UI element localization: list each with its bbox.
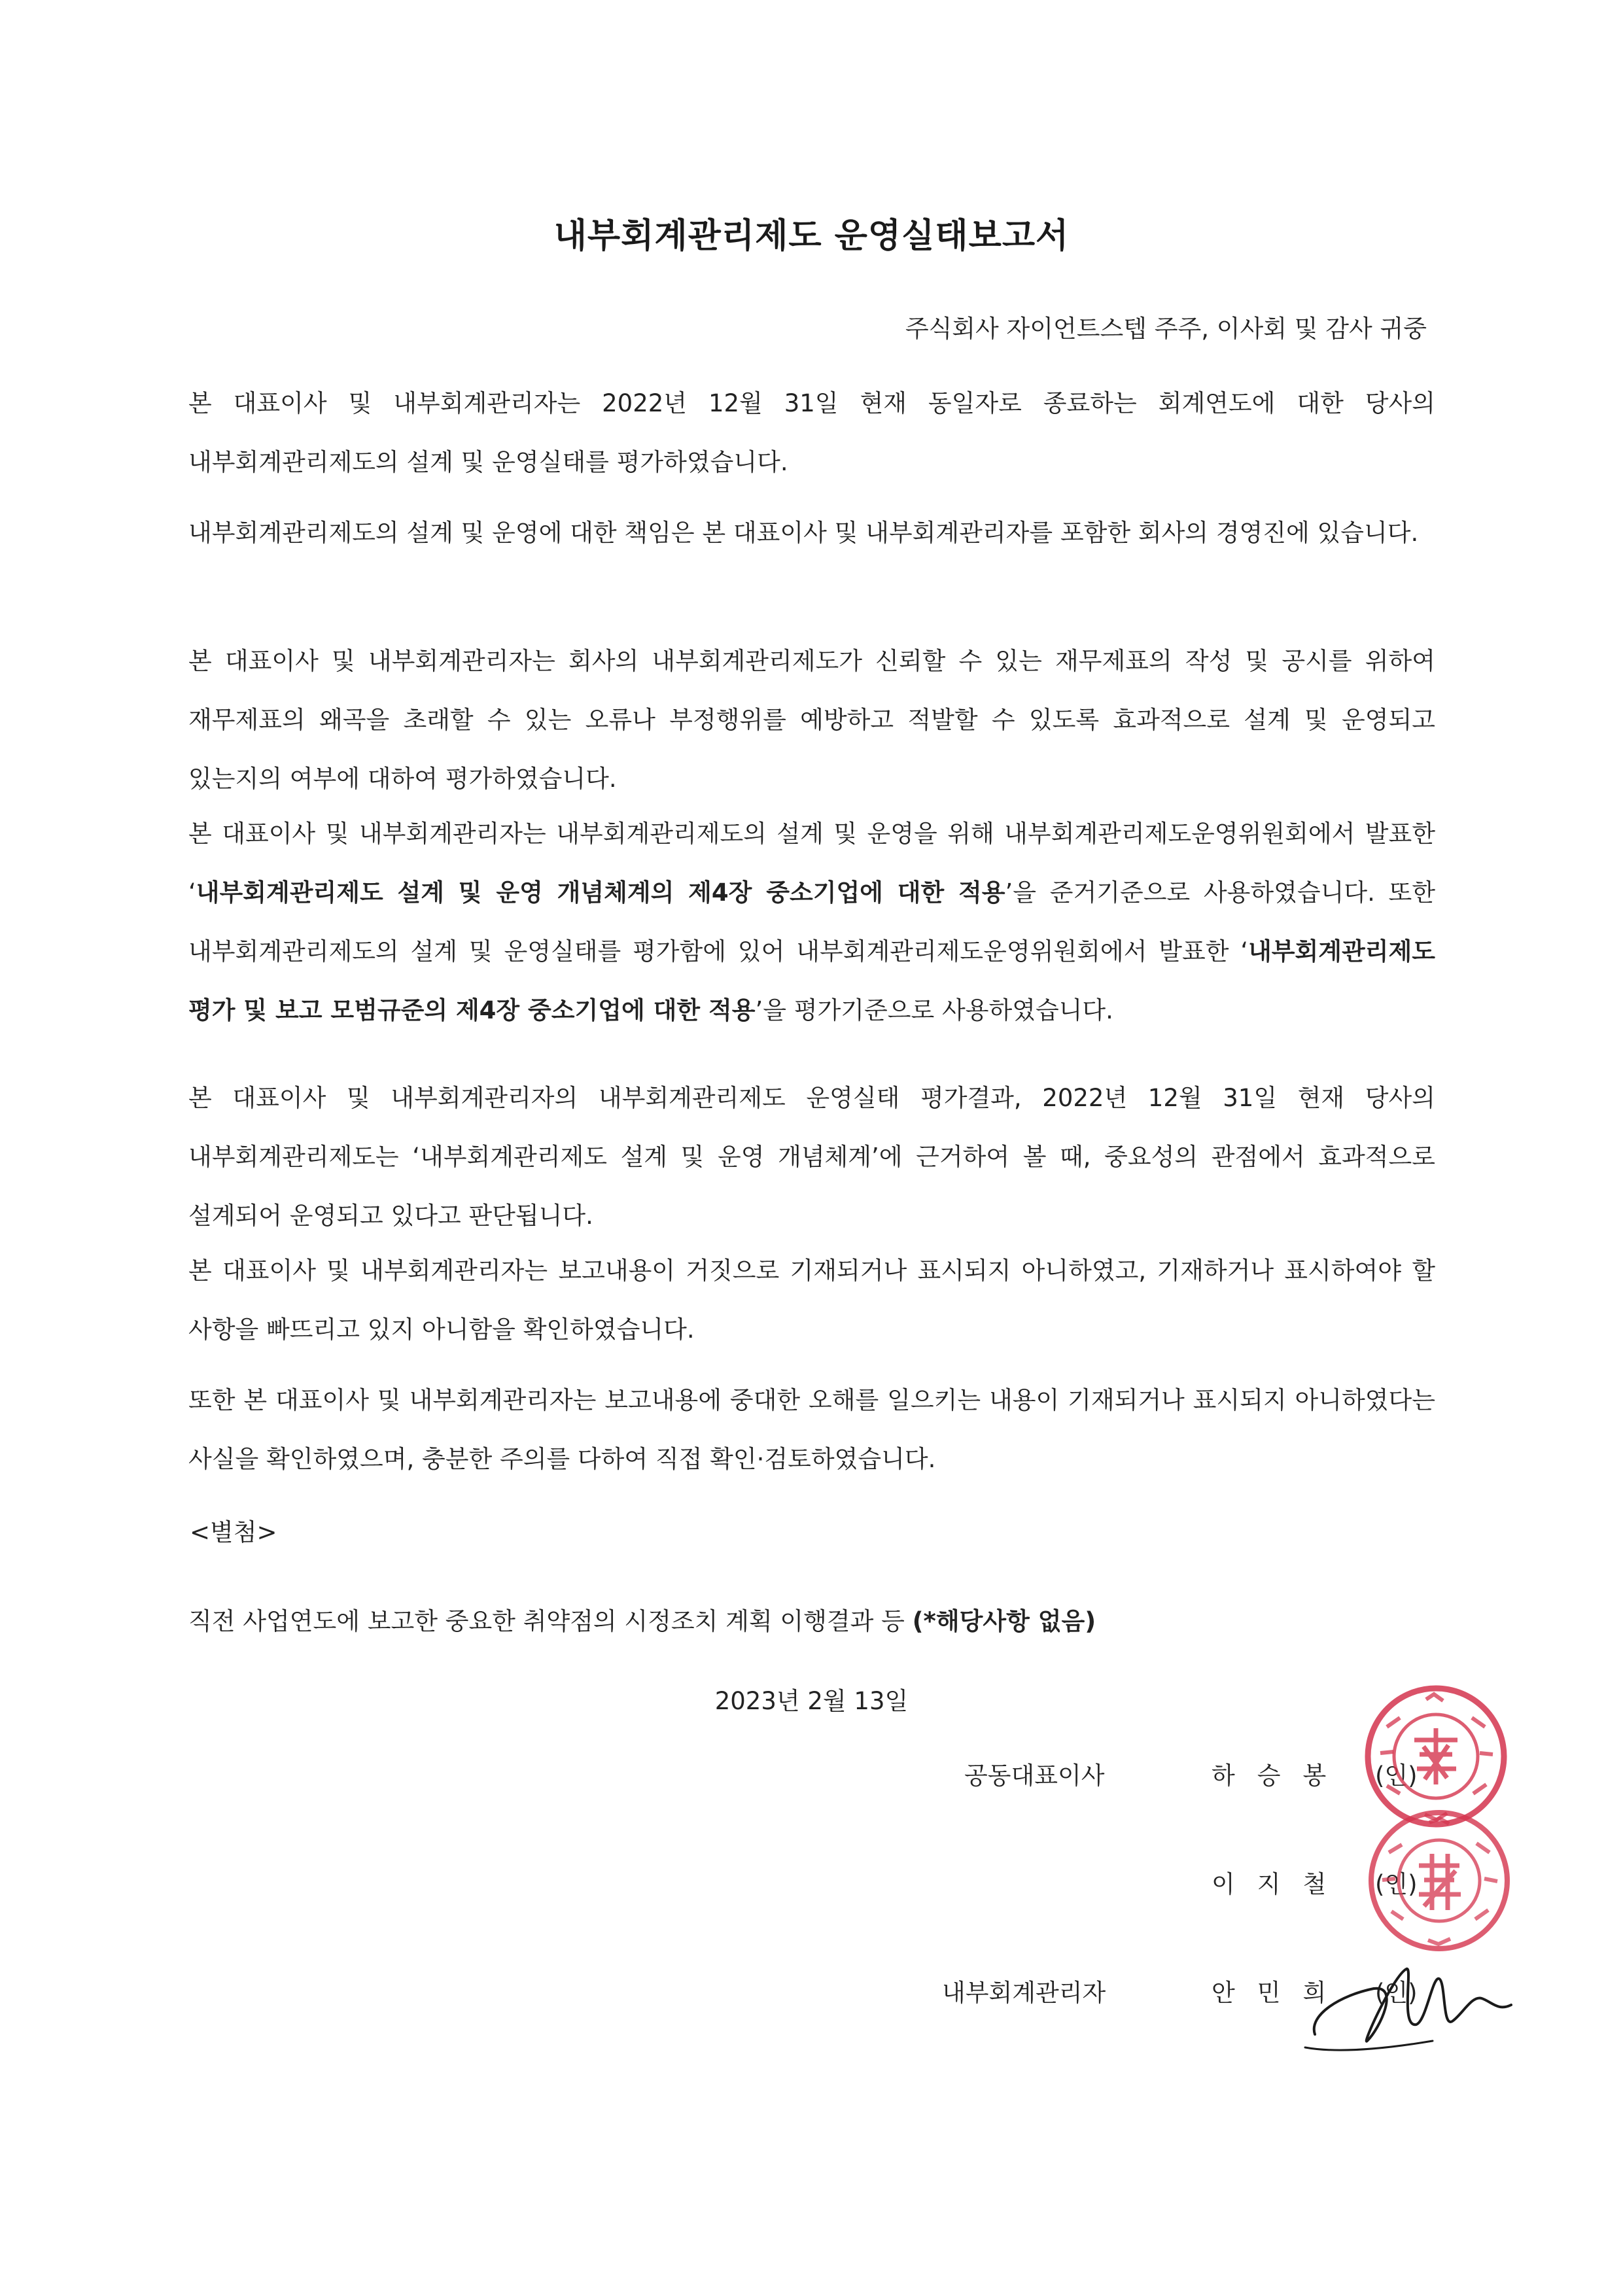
ceo2-name: 이지철 [1212,1870,1349,1898]
criteria-text-1: 본 대표이사 및 내부회계관리자는 내부회계관리제도의 설계 및 운영을 위해 내부회계관리제도운영위원회에서 발표한 ‘ [188,820,1435,907]
paragraph-evaluation-scope: 본 대표이사 및 내부회계관리자는 2022년 12월 31일 현재 동일자로 종료하는 회계연도에 대한 당사의 내부회계관리제도의 설계 및 운영실태를 평가하였습니다. [188,389,1435,476]
paragraph-conclusion: 본 대표이사 및 내부회계관리자의 내부회계관리제도 운영실태 평가결과, 2022년 12월 31일 현재 당사의 내부회계관리제도는 ‘내부회계관리제도 설계 및 운영 개념체계’에 근거하여 볼 때, 중요성의 관점에서 효과적으로 설계되어 운영되고 있다고 판단됩니다. [188,1084,1435,1230]
ceo1-seal-mark: (인) [1375,1762,1418,1790]
officer-name: 안민희 [1212,1979,1349,2007]
criteria-standard-bold: 내부회계관리제도 평가 및 보고 모범규준의 제4장 중소기업에 대한 적용 [188,937,1435,1024]
ceo1-name: 하승봉 [1212,1762,1349,1790]
ceo-role-label: 공동대표이사 [964,1762,1105,1790]
attachment-label: <별첨> [190,1518,277,1546]
ceo2-seal-mark: (인) [1375,1870,1418,1898]
officer-seal-mark: (인) [1375,1979,1418,2007]
paragraph-verification: 또한 본 대표이사 및 내부회계관리자는 보고내용에 중대한 오해를 일으키는 내용이 기재되거나 표시되지 아니하였다는 사실을 확인하였으며, 충분한 주의를 다하여 직접 확인·검토하였습니다. [188,1386,1435,1473]
criteria-framework-bold: 내부회계관리제도 설계 및 운영 개념체계의 제4장 중소기업에 대한 적용 [196,878,1005,907]
document-title: 내부회계관리제도 운영실태보고서 [553,217,1070,256]
paragraph-evaluation-purpose: 본 대표이사 및 내부회계관리자는 회사의 내부회계관리제도가 신뢰할 수 있는 재무제표의 작성 및 공시를 위하여 재무제표의 왜곡을 초래할 수 있는 오류나 부정행위를 예방하고 적발할 수 있도록 효과적으로 설계 및 운영되고 있는지의 여부에 대하여 평가하였습니다. [188,647,1435,793]
attachment-item-note: (*해당사항 없음) [912,1607,1096,1635]
officer-role-label: 내부회계관리자 [942,1979,1106,2007]
criteria-text-3: ’을 평가기준으로 사용하였습니다. [755,996,1113,1024]
criteria-text-2: ’을 준거기준으로 사용하였습니다. 또한 내부회계관리제도의 설계 및 운영실태를 평가함에 있어 내부회계관리제도운영위원회에서 발표한 ‘ [188,878,1435,965]
paragraph-no-misstatement: 본 대표이사 및 내부회계관리자는 보고내용이 거짓으로 기재되거나 표시되지 아니하였고, 기재하거나 표시하여야 할 사항을 빠뜨리고 있지 아니함을 확인하였습니다. [188,1257,1435,1344]
paragraph-criteria [188,805,1435,1040]
handwritten-signature [1302,1949,1518,2061]
addressee-line: 주식회사 자이언트스텝 주주, 이사회 및 감사 귀중 [905,315,1427,343]
attachment-item [188,1601,1096,1637]
representative-seal-stamp [1364,1805,1514,1956]
report-date: 2023년 2월 13일 [714,1687,909,1715]
attachment-item-text: 직전 사업연도에 보고한 중요한 취약점의 시정조치 계획 이행결과 등 [188,1607,913,1635]
paragraph-responsibility: 내부회계관리제도의 설계 및 운영에 대한 책임은 본 대표이사 및 내부회계관리자를 포함한 회사의 경영진에 있습니다. [188,519,1419,547]
